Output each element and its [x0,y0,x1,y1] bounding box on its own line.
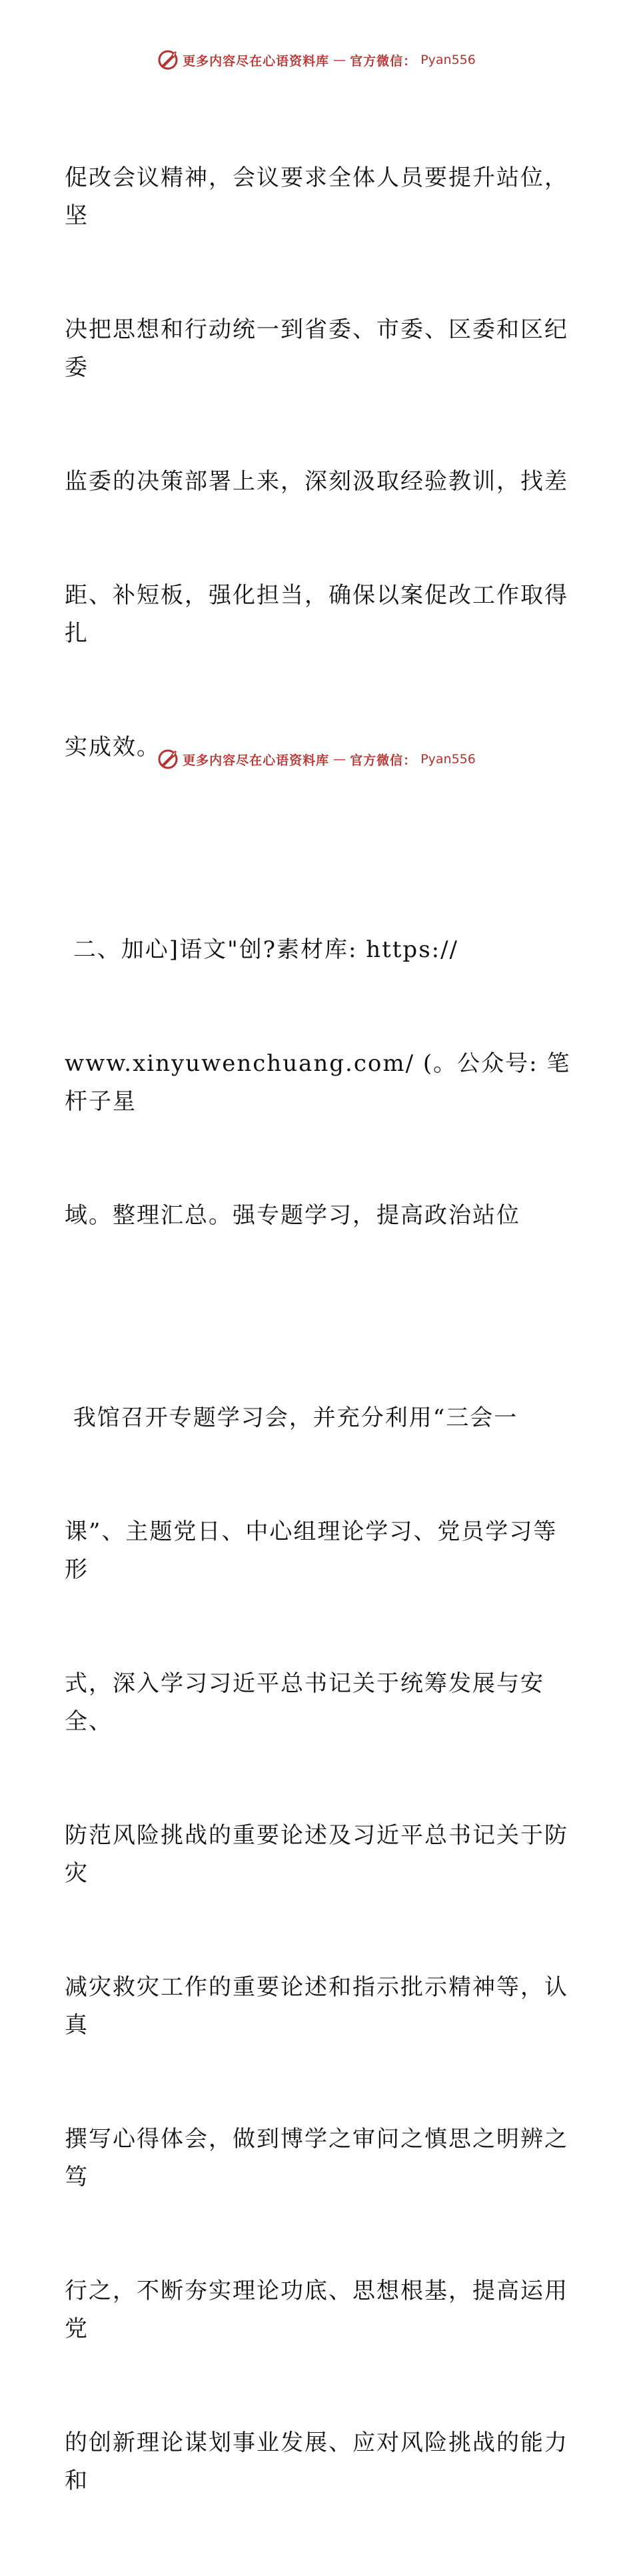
paragraph-1 [65,83,578,842]
text-line: 的创新理论谋划事业发展、应对风险挑战的能力和 [65,2429,568,2494]
paragraph-3 [65,1323,578,2576]
text-line: 防范风险挑战的重要论述及习近平总书记关于防灾 [65,1822,568,1887]
text-line: 我馆召开专题学习会，并充分利用“三会一 [65,1405,518,1431]
text-line: 撰写心得体会，做到博学之审问之慎思之明辨之笃 [65,2126,568,2190]
watermark-wechat-id: Pyan556 [420,53,476,67]
text-line: 决把思想和行动统一到省委、市委、区委和区纪委 [65,316,568,381]
text-line: 二、加心]语文"创?素材库: https:// [65,936,459,963]
text-line: 实成效。 [65,734,161,761]
text-line: 监委的决策部署上来，深刻汲取经验教训，找差 [65,468,568,495]
watermark-wechat-label: 官方微信： [350,53,417,69]
text-line: www.xinyuwenchuang.com/ (。公众号: 笔杆子星 [65,1050,571,1115]
watermark-wechat-id: Pyan556 [420,752,476,767]
paragraph-2-heading [65,855,578,1311]
text-line: 行之，不断夯实理论功底、思想根基，提高运用党 [65,2278,568,2342]
pen-quill-icon [157,49,179,71]
watermark-banner-top [0,49,633,71]
text-line: 课”、主题党日、中心组理论学习、党员学习等形 [65,1518,558,1583]
text-line: 减灾救灾工作的重要论述和指示批示精神等，认真 [65,1974,568,2039]
text-line: 促改会议精神，会议要求全体人员要提升站位，坚 [65,164,568,229]
watermark-dash: — [333,752,346,767]
watermark-dash: — [333,53,346,67]
watermark-brand-text: 更多内容尽在心语资料库 [183,53,330,69]
watermark-banner-bottom [0,749,633,770]
document-body [65,83,578,2576]
text-line: 式，深入学习习近平总书记关于统筹发展与安全、 [65,1670,544,1735]
text-line: 距、补短板，强化担当，确保以案促改工作取得扎 [65,582,568,647]
watermark-brand-text: 更多内容尽在心语资料库 [183,753,330,768]
watermark-wechat-label: 官方微信： [350,753,417,768]
text-line: 域。整理汇总。强专题学习，提高政治站位 [65,1202,520,1229]
pen-quill-icon [157,749,179,770]
